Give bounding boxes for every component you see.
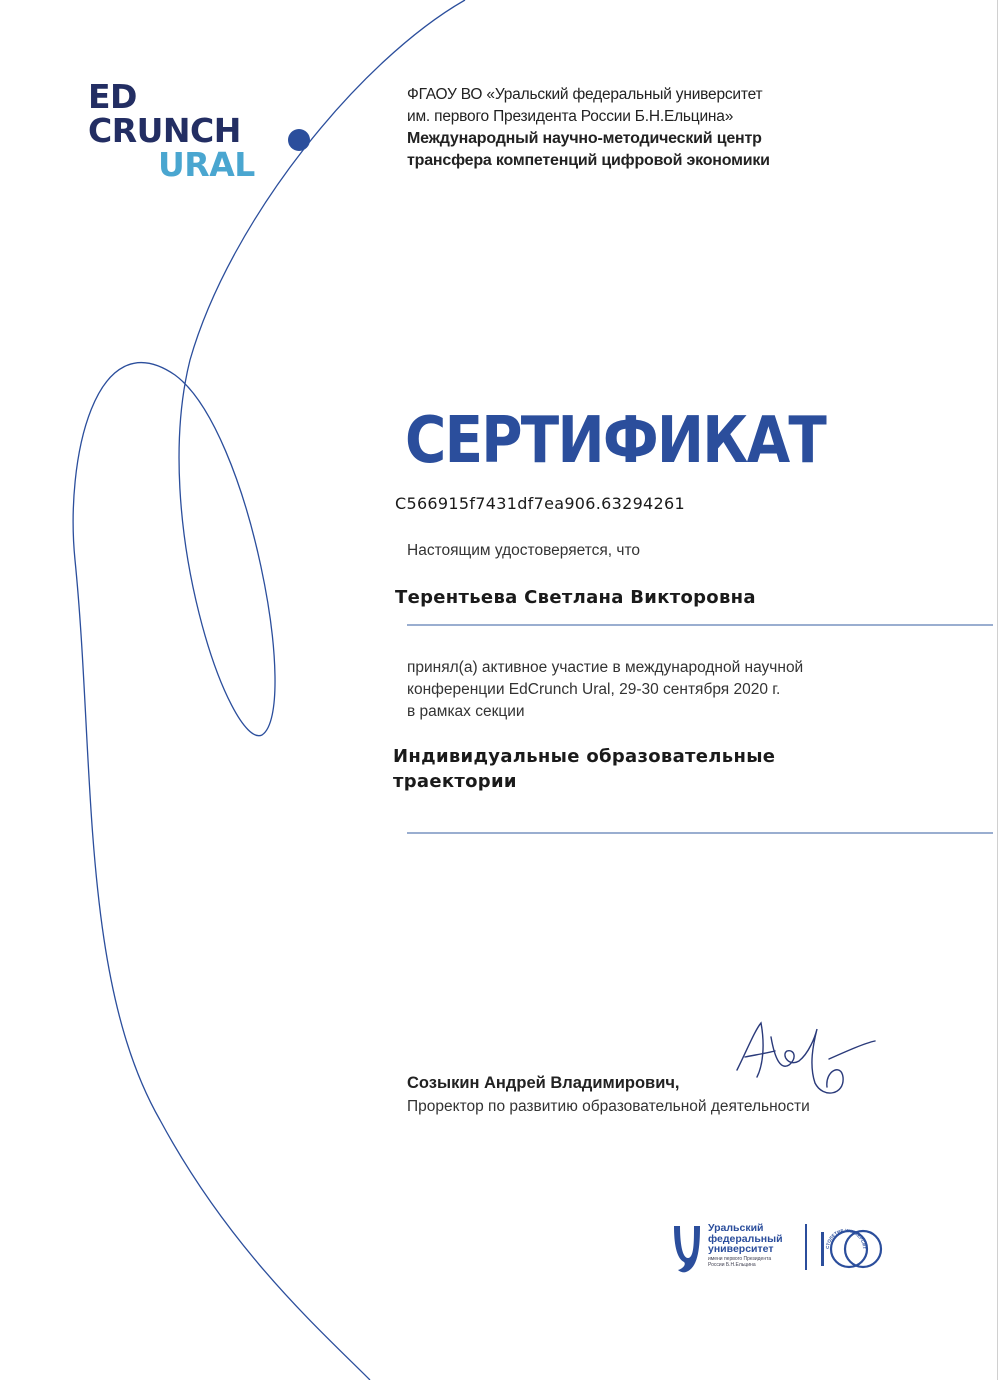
recipient-name: Терентьева Светлана Викторовна — [395, 587, 756, 608]
participation-line-1: принял(а) активное участие в международной научной — [407, 659, 804, 676]
issuer-line-3: Международный научно-методический центр — [407, 130, 762, 147]
section-name: Индивидуальные образовательные траектории — [393, 746, 776, 792]
participation-line-2: конференции EdCrunch Ural, 29-30 сентября 2020 г. — [407, 681, 781, 698]
issuer-block — [407, 84, 770, 172]
participation-line-3: в рамках секции — [407, 703, 525, 720]
certificate-id: C566915f7431df7ea906.63294261 — [395, 494, 685, 513]
issuer-line-1: ФГАОУ ВО «Уральский федеральный университет — [407, 86, 763, 103]
centenary-text: СТОЛЕТИЕ УНИВЕРСИТ — [824, 1227, 868, 1250]
signer-role: Проректор по развитию образовательной деятельности — [407, 1098, 810, 1115]
divider-rule-2 — [407, 832, 993, 834]
urfu-name-line-3: университет — [708, 1243, 774, 1255]
signature-mark — [725, 1015, 885, 1110]
issuer-line-4: трансфера компетенций цифровой экономики — [407, 152, 770, 169]
issuer-line-2: им. первого Президента России Б.Н.Ельцина» — [407, 108, 734, 125]
logo-line-ed: ED — [88, 77, 137, 116]
divider-rule-1 — [407, 624, 993, 626]
urfu-divider — [805, 1224, 807, 1270]
logo-line-crunch: CRUNCH — [88, 111, 241, 150]
signer-name: Созыкин Андрей Владимирович, — [407, 1074, 680, 1092]
urfu-name-line-1: Уральский — [708, 1222, 764, 1234]
centenary-100-icon — [815, 1218, 895, 1280]
urfu-name-line-2: федеральный — [708, 1232, 783, 1245]
blue-dot-icon — [288, 129, 310, 151]
urfu-name — [708, 1223, 783, 1255]
edcrunch-ural-logo — [88, 77, 255, 184]
certificate-title: СЕРТИФИКАТ — [405, 404, 826, 478]
logo-line-ural: URAL — [158, 145, 255, 184]
urfu-small-text: имени первого Президента России Б.Н.Ельцина — [708, 1256, 772, 1268]
certifies-text: Настоящим удостоверяется, что — [407, 542, 640, 559]
participation-text — [407, 657, 803, 723]
